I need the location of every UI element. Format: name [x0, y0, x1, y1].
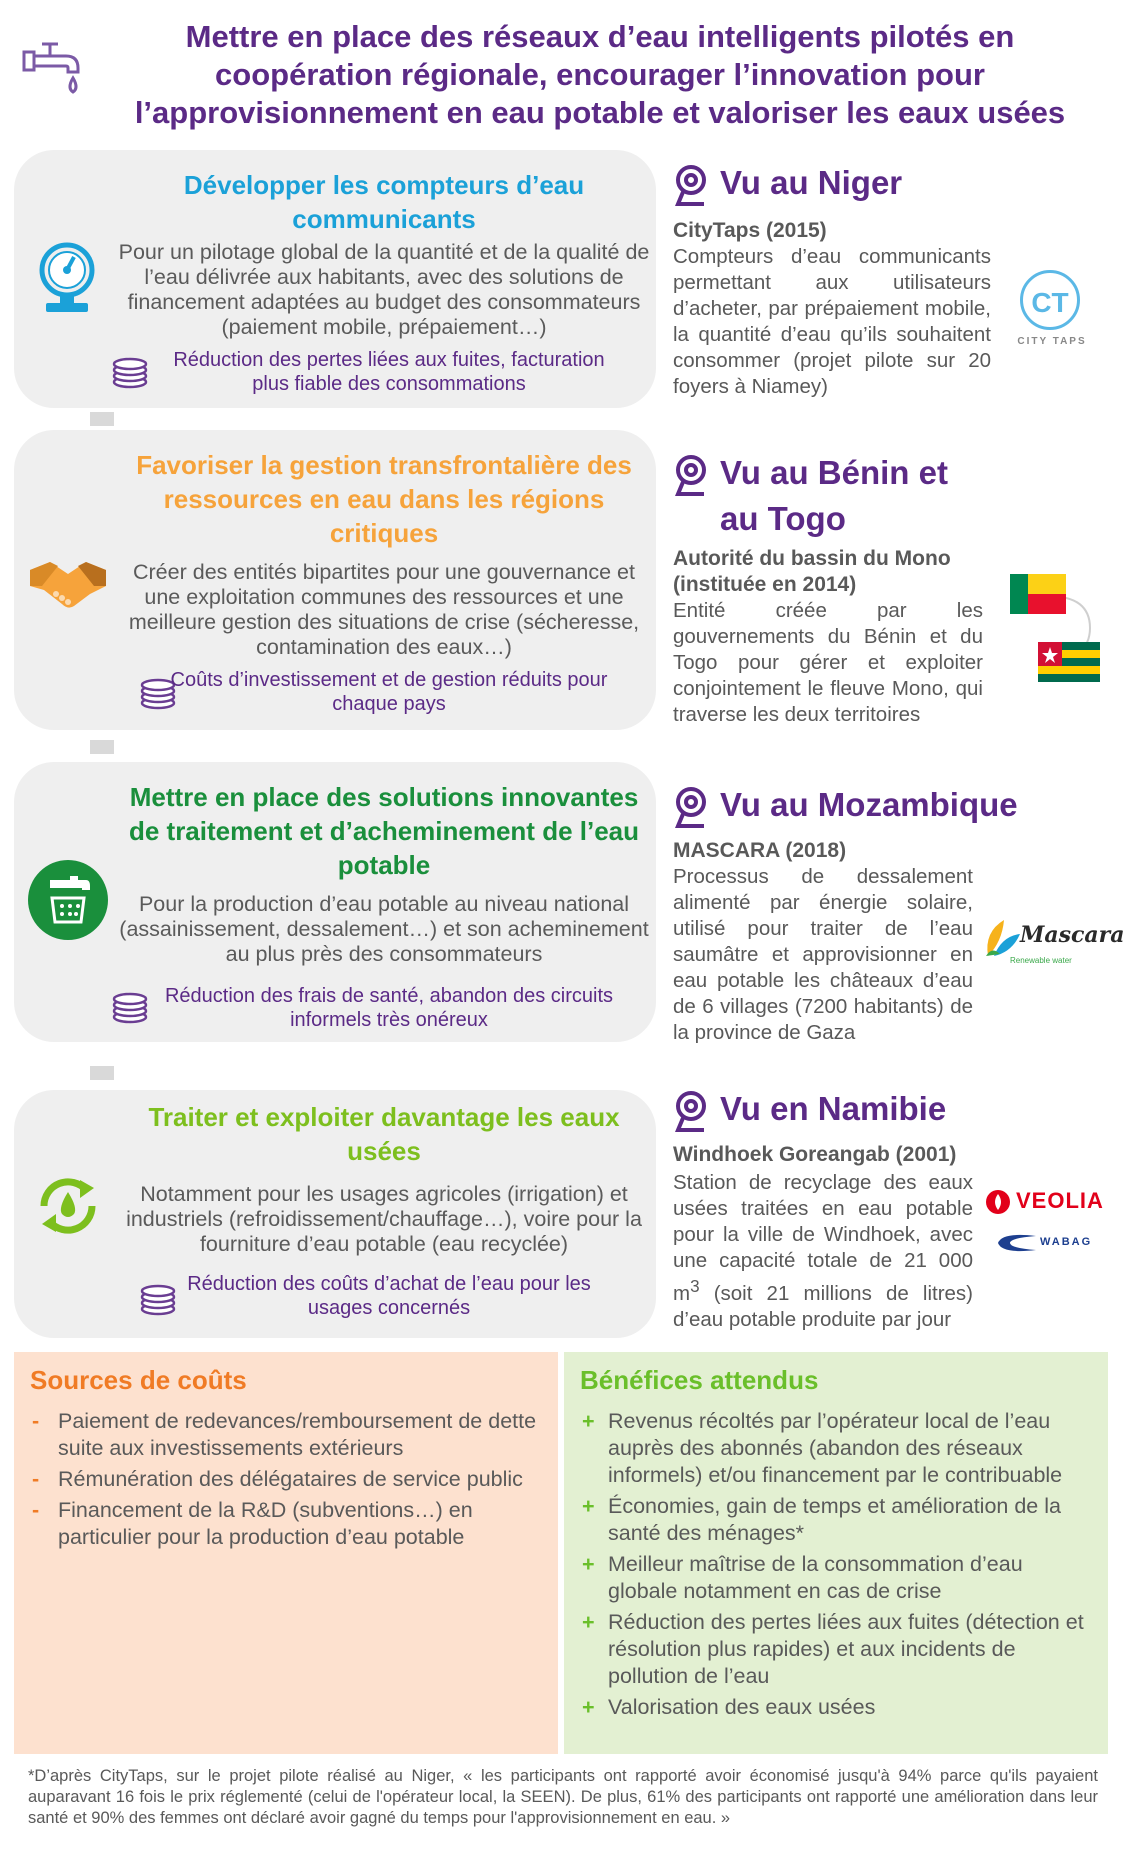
benin-togo-flags-icon [1008, 572, 1104, 684]
vu-mozambique-text: Processus de dessalement alimenté par énergie solaire, utilisé pour traiter de l’eau saumâtre et approvisionner en eau potable les châteaux d’eau de 6 villages (7200 habitants) de la province de Gaza [673, 865, 973, 1044]
gauge-icon [36, 240, 98, 316]
minus-marker: - [32, 1409, 40, 1433]
vu-namibia-sub: Windhoek Goreangab (2001) [673, 1143, 957, 1166]
list-item-text: Financement de la R&D (subventions…) en particulier pour la production d’eau potable [58, 1498, 473, 1549]
coins-icon [110, 355, 150, 389]
mascara-text: Mascara [1020, 922, 1125, 948]
veolia-text: VEOLIA [1016, 1188, 1104, 1213]
benefits-box [564, 1352, 1108, 1754]
vu-niger-text: Compteurs d’eau communicants permettant aux utilisateurs d’acheter, par prépaiement mobile, la quantité d’eau qu’ils souhaitent consommer (projet pilote sur 20 foyers à Niamey) [673, 245, 991, 398]
panel-title: Favoriser la gestion transfrontalière des ressources en eau dans les régions critiques [136, 450, 632, 548]
list-item-text: Paiement de redevances/remboursement de dette suite aux investissements extérieurs [58, 1409, 537, 1460]
list-item [30, 1497, 540, 1551]
list-item [580, 1551, 1096, 1605]
vu-niger-sub: CityTaps (2015) [673, 219, 827, 242]
connector [90, 412, 114, 426]
vu-namibia-text-part: (soit 21 millions de litres) d’eau potable produite par jour [673, 1281, 973, 1331]
panel-benefit: Réduction des coûts d’achat de l’eau pour les usages concernés [187, 1273, 591, 1319]
panel-text: Pour la production d’eau potable au niveau national (assainissement, dessalement…) et son acheminement au plus près des consommateurs [119, 892, 649, 966]
vu-benin-title-line1: Vu au Bénin et [720, 454, 948, 491]
panel-title: Développer les compteurs d’eau communicants [183, 170, 585, 234]
wabag-text: WABAG [1040, 1236, 1093, 1248]
water-tap-icon [26, 858, 110, 942]
water-tap-outline-icon [22, 38, 88, 100]
plus-marker: + [582, 1409, 595, 1433]
location-pin-icon [673, 1090, 709, 1134]
list-item-text: Rémunération des délégataires de service public [58, 1467, 523, 1491]
citytaps-text: CITY TAPS [1017, 336, 1087, 347]
panel-cross-border [14, 430, 656, 730]
veolia-flame-icon [984, 1188, 1012, 1216]
list-item [580, 1609, 1096, 1690]
vu-niger-title: Vu au Niger [720, 164, 903, 201]
costs-list [30, 1408, 540, 1555]
panel-smart-meters [14, 150, 656, 408]
vu-namibia-text-part: Station de recyclage des eaux usées traitées en eau potable pour la ville de Windhoek, avec une capacité totale de 21 000 m [673, 1171, 973, 1305]
citytaps-mark: CT [1020, 270, 1080, 330]
footnote: *D’après CityTaps, sur le projet pilote réalisé au Niger, « les participants ont rapporté avoir économisé jusqu'à 94% parce qu'ils payaient auparavant 16 fois le prix réglementé (celui de l'opérateur local, la SEEN). De plus, 61% des participants ont rapporté une amélioration dans leur santé et 90% des femmes ont déclaré avoir gagné du temps pour l'approvisionnement en eau. » [28, 1767, 1098, 1827]
vu-benin-title-line2: au Togo [720, 500, 846, 537]
list-item-text: Meilleur maîtrise de la consommation d’eau globale notamment en cas de crise [608, 1552, 1023, 1603]
vu-mozambique-sub: MASCARA (2018) [673, 839, 847, 862]
plus-marker: + [582, 1610, 595, 1634]
list-item-text: Économies, gain de temps et amélioration de la santé des ménages* [608, 1494, 1061, 1545]
mascara-leaf-icon [982, 916, 1022, 960]
wabag-swoosh-icon [994, 1232, 1038, 1254]
list-item [580, 1408, 1096, 1489]
panel-innovative-treatment [14, 762, 656, 1042]
list-item-text: Réduction des pertes liées aux fuites (détection et résolution plus rapides) et aux incidents de pollution de l’eau [608, 1610, 1084, 1688]
vu-mozambique-title: Vu au Mozambique [720, 786, 1018, 823]
panel-text: Créer des entités bipartites pour une gouvernance et une exploitation communes des ressources et une meilleure gestion des situations de crise (sécheresse, contamination des eaux…) [128, 560, 640, 659]
panel-text: Notamment pour les usages agricoles (irrigation) et industriels (refroidissement/chauffage…), voire pour la fourniture d’eau potable (eau recyclée) [126, 1182, 642, 1256]
vu-benin-sub: Autorité du bassin du Mono (instituée en 2014) [673, 547, 951, 596]
panel-benefit: Réduction des frais de santé, abandon des circuits informels très onéreux [164, 985, 614, 1031]
panel-benefit: Réduction des pertes liées aux fuites, facturation plus fiable des consommations [173, 349, 605, 395]
plus-marker: + [582, 1494, 595, 1518]
panel-benefit: Coûts d’investissement et de gestion réduits pour chaque pays [170, 669, 608, 715]
list-item-text: Revenus récoltés par l’opérateur local de l’eau auprès des abonnés (abandon des réseaux informels) et/ou financement par le contribuable [608, 1409, 1063, 1487]
list-item [30, 1466, 540, 1493]
vu-benin-text: Entité créée par les gouvernements du Bénin et du Togo pour gérer et exploiter conjointement le fleuve Mono, qui traverse les deux territoires [673, 599, 983, 726]
panel-text: Pour un pilotage global de la quantité et de la qualité de l’eau délivrée aux habitants, avec des solutions de financement adaptées au budget des consommateurs (paiement mobile, prépaiement…) [118, 240, 650, 339]
list-item [580, 1493, 1096, 1547]
veolia-wabag-logos [984, 1186, 1112, 1266]
plus-marker: + [582, 1695, 595, 1719]
location-pin-icon [673, 454, 709, 498]
page-title: Mettre en place des réseaux d’eau intelligents pilotés en coopération régionale, encourager l’innovation pour l’approvisionnement en eau potable et valoriser les eaux usées [134, 19, 1066, 130]
minus-marker: - [32, 1498, 40, 1522]
costs-box [14, 1352, 558, 1754]
panel-title: Traiter et exploiter davantage les eaux usées [148, 1102, 620, 1166]
citytaps-logo [1010, 270, 1094, 350]
vu-namibia-text-sup: 3 [690, 1277, 700, 1296]
list-item-text: Valorisation des eaux usées [608, 1695, 876, 1719]
mascara-logo [982, 916, 1125, 972]
vu-namibia-title: Vu en Namibie [720, 1090, 947, 1127]
vu-namibia-text [673, 1170, 973, 1333]
benefits-title: Bénéfices attendus [580, 1365, 819, 1395]
panel-title: Mettre en place des solutions innovantes de traitement et d’acheminement de l’eau potable [128, 782, 640, 880]
handshake-icon [28, 556, 108, 612]
list-item [580, 1694, 1096, 1721]
mascara-sub: Renewable water [1010, 956, 1072, 965]
connector [90, 740, 114, 754]
minus-marker: - [32, 1467, 40, 1491]
location-pin-icon [673, 786, 709, 830]
recycle-water-icon [28, 1166, 108, 1246]
costs-title: Sources de coûts [30, 1365, 247, 1395]
coins-icon [110, 990, 150, 1024]
benefits-list [580, 1408, 1096, 1725]
panel-wastewater [14, 1090, 656, 1338]
location-pin-icon [673, 164, 709, 208]
list-item [30, 1408, 540, 1462]
connector [90, 1066, 114, 1080]
plus-marker: + [582, 1552, 595, 1576]
